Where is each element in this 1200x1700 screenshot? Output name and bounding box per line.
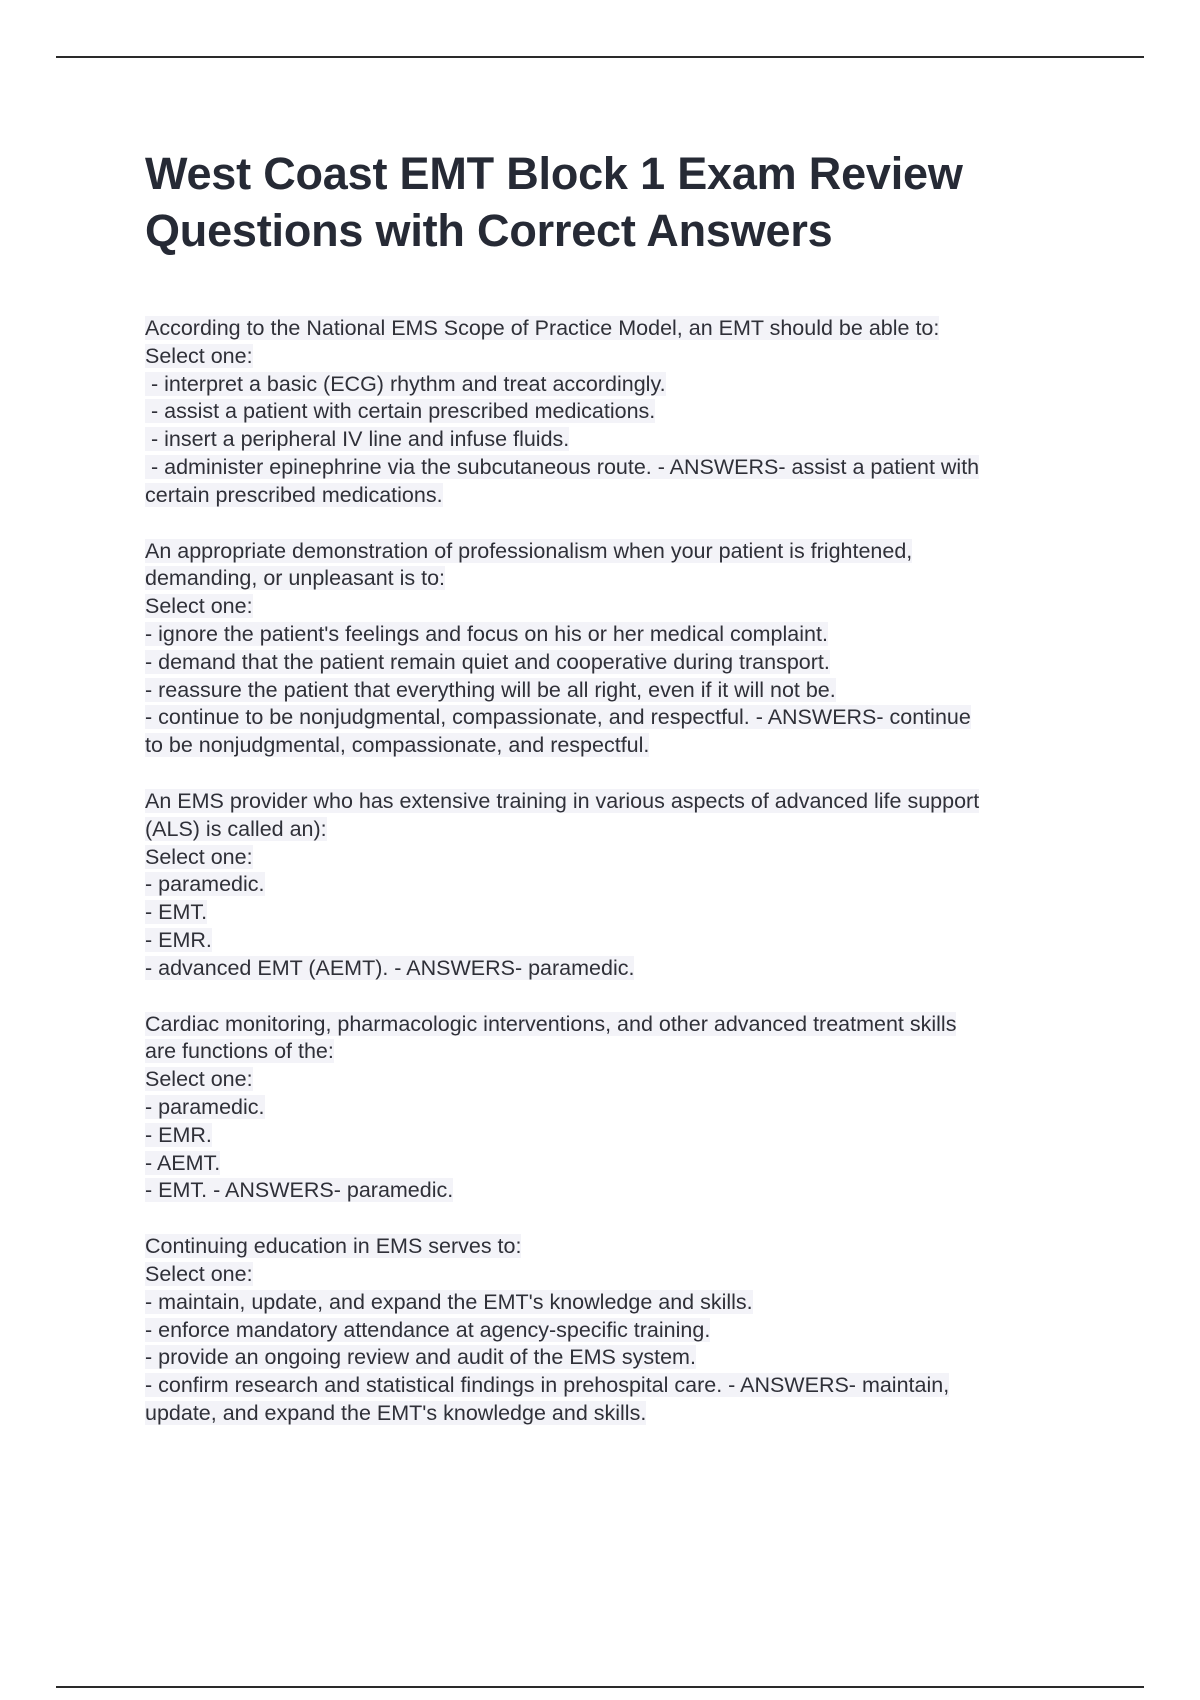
question-line [145,371,1095,399]
line-text: Select one: [145,1261,253,1286]
line-text: - administer epinephrine via the subcutaneous route. - ANSWERS- assist a patient with [145,454,980,479]
question-line [145,426,1095,454]
question-line [145,871,1095,899]
line-text: - interpret a basic (ECG) rhythm and treat accordingly. [145,371,666,396]
line-text: - EMT. [145,900,208,925]
question-line [145,621,1095,649]
question-line [145,1233,1095,1261]
line-text: demanding, or unpleasant is to: [145,566,446,591]
document-body [145,145,1095,1456]
line-text: Select one: [145,844,253,869]
bottom-divider [56,1686,1144,1688]
question-line [145,1344,1095,1372]
question-block [145,315,1095,510]
line-text: - EMR. [145,1122,212,1147]
question-list [145,315,1095,1428]
line-text: Cardiac monitoring, pharmacologic interventions, and other advanced treatment skills [145,1011,957,1036]
top-divider [56,56,1144,58]
line-text: - assist a patient with certain prescribed medications. [145,399,656,424]
line-text: - EMR. [145,927,212,952]
question-line [145,732,1095,760]
question-line [145,1400,1095,1428]
question-line [145,1066,1095,1094]
question-line [145,816,1095,844]
question-line [145,1289,1095,1317]
line-text: - enforce mandatory attendance at agency-specific training. [145,1317,711,1342]
line-text: Select one: [145,1067,253,1092]
question-line [145,955,1095,983]
line-text: - EMT. - ANSWERS- paramedic. [145,1178,454,1203]
line-text: - confirm research and statistical findings in prehospital care. - ANSWERS- maintain, [145,1373,950,1398]
question-line [145,1150,1095,1178]
line-text: - maintain, update, and expand the EMT's knowledge and skills. [145,1289,753,1314]
question-line [145,899,1095,927]
question-line [145,1317,1095,1345]
question-line [145,538,1095,566]
line-text: Select one: [145,343,253,368]
line-text: According to the National EMS Scope of Practice Model, an EMT should be able to: [145,316,940,340]
question-block [145,538,1095,760]
question-block [145,1011,1095,1206]
question-line [145,677,1095,705]
line-text: to be nonjudgmental, compassionate, and respectful. [145,733,650,758]
line-text: - reassure the patient that everything will be all right, even if it will not be. [145,677,836,702]
line-text: - continue to be nonjudgmental, compassionate, and respectful. - ANSWERS- continue [145,705,971,730]
line-text: - paramedic. [145,1094,265,1119]
question-line [145,927,1095,955]
line-text: - demand that the patient remain quiet and cooperative during transport. [145,649,830,674]
line-text: - advanced EMT (AEMT). - ANSWERS- paramedic. [145,955,635,980]
question-line [145,398,1095,426]
line-text: An appropriate demonstration of professionalism when your patient is frightened, [145,538,913,563]
question-line [145,454,1095,482]
question-line [145,1094,1095,1122]
question-line [145,1038,1095,1066]
question-block [145,788,1095,983]
line-text: update, and expand the EMT's knowledge and skills. [145,1400,647,1425]
line-text: - paramedic. [145,872,265,897]
question-line [145,1372,1095,1400]
question-line [145,1011,1095,1039]
document-title: West Coast EMT Block 1 Exam Review Questions with Correct Answers [145,148,963,256]
line-text: Continuing education in EMS serves to: [145,1234,522,1259]
line-text: - AEMT. [145,1150,221,1175]
line-text: Select one: [145,594,253,619]
line-text: - provide an ongoing review and audit of the EMS system. [145,1345,696,1370]
question-line [145,315,1095,343]
question-line [145,1177,1095,1205]
line-text: - ignore the patient's feelings and focus on his or her medical complaint. [145,621,828,646]
line-text: certain prescribed medications. [145,482,443,507]
question-line [145,704,1095,732]
line-text: - insert a peripheral IV line and infuse fluids. [145,427,570,452]
question-line [145,482,1095,510]
line-text: are functions of the: [145,1039,334,1064]
question-line [145,565,1095,593]
question-line [145,343,1095,371]
question-line [145,844,1095,872]
question-block [145,1233,1095,1428]
line-text: (ALS) is called an): [145,816,327,841]
question-line [145,788,1095,816]
question-line [145,649,1095,677]
question-line [145,593,1095,621]
question-line [145,1122,1095,1150]
question-line [145,1261,1095,1289]
line-text: An EMS provider who has extensive training in various aspects of advanced life support [145,788,980,813]
